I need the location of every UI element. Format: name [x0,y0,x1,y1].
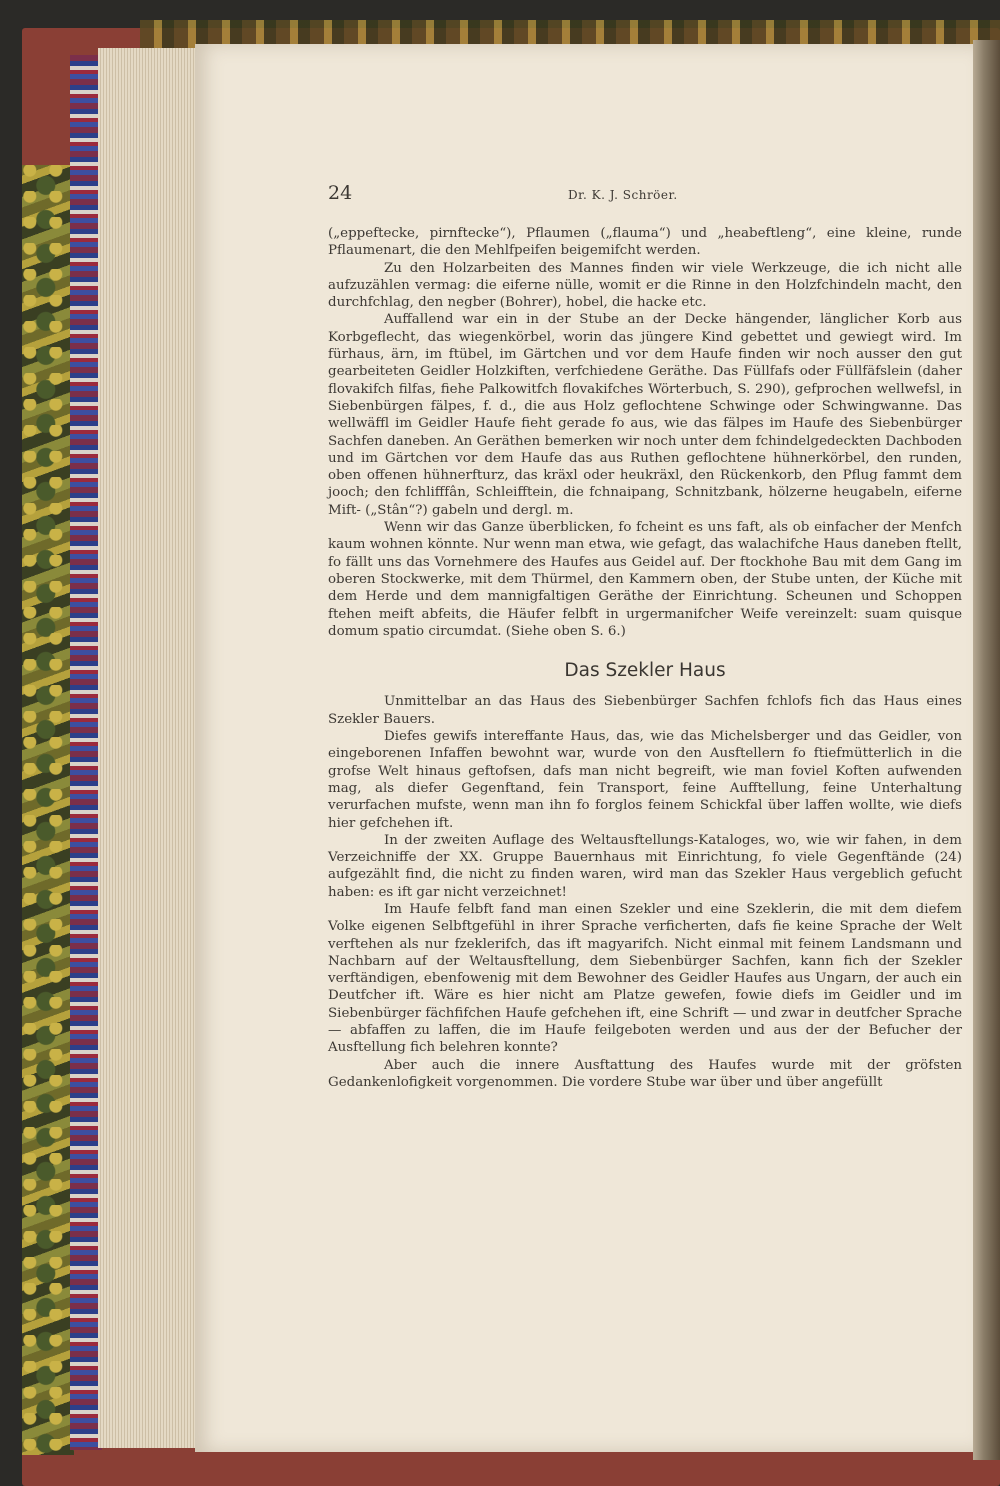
paragraph: Zu den Holzarbeiten des Mannes finden wir viele Werkzeuge, die ich nicht alle aufzuzählen vermag: die eiferne nülle, womit er die Rinne in den Holzfchindeln macht, den durchfchlag, den negber (Bohrer), hobel, die hacke etc. [328,260,962,311]
body-text [328,225,962,1091]
section-heading: Das Szekler Haus [564,660,726,682]
paragraph: Aber auch die innere Ausftattung des Haufes wurde mit der gröfsten Gedankenlofigkeit vorgenommen. Die vordere Stube war über und über angefüllt [328,1057,962,1090]
page-number: 24 [328,182,353,204]
paragraph: Unmittelbar an das Haus des Siebenbürger Sachfen fchlofs fich das Haus eines Szekler Bauers. [328,694,962,727]
paragraph: Im Haufe felbft fand man einen Szekler und eine Szeklerin, die mit dem diefem Volke eigenen Selbftgefühl in ihrer Sprache verficherten, dafs fie keine Sprache der Welt verftehen als nur fzeklerifch, das ift magyarifch. Nicht einmal mit feinem Landsmann und Nachbarn auf der Weltausftellung, dem Siebenbürger Sachfen, kann fich der Szekler verftändigen, ebenfowenig mit dem Bewohner des Geidler Haufes aus Ungarn, der auch ein Deutfcher ift. Wäre es hier nicht am Platze gewefen, fowie diefs im Geidler und im Siebenbürger fächfifchen Haufe gefchehen ift, eine Schrift — und zwar in deutfcher Sprache — abfaffen zu laffen, die im Haufe feilgeboten werden und aus der der Befucher der Ausftellung fich belehren konnte? [328,901,962,1056]
paragraph: Auffallend war ein in der Stube an der Decke hängender, länglicher Korb aus Korbgeflecht, das wiegenkörbel, worin das jüngere Kind gebettet und gewiegt wird. Im fürhaus, ärn, im ftübel, im Gärtchen und vor dem Haufe finden wir noch ausser den gut gearbeiteten Geidler Holzkiften, verfchiedene Geräthe. Das Füllfafs oder Füllfäfslein (daher flovakifch filfas, fiehe Palkowitfch flovakifches Wörterbuch, S. 290), gefprochen wellwefsl, in Siebenbürgen fälpes, f. d., die aus Holz geflochtene Schwinge oder Schwingwanne. Das wellwäffl im Geidler Haufe fieht gerade fo aus, wie das fälpes im Haufe des Siebenbürger Sachfen daneben. An Geräthen bemerken wir noch unter dem fchindelgedeckten Dachboden und im Gärtchen vor dem Haufe das aus Ruthen geflochtene hühnerkörbel, den runden, oben offenen hühnerfturz, das kräxl oder heukräxl, den Rückenkorb, den Pflug fammt dem jooch; den fchlifffân, Schleifftein, die fchnaipang, Schnitzbank, hölzerne heugabeln, eiferne Mift- („Stân“?) gabeln und dergl. m. [328,312,962,518]
running-head: Dr. K. J. Schröer. [568,188,678,202]
page-gutter-edge [973,40,1000,1460]
paragraph: („eppeftecke, pirnftecke“), Pflaumen („flauma“) und „heabeftleng“, eine kleine, runde Pflaumenart, die den Mehlfpeifen beigemifcht werden. [328,226,962,259]
paragraph: Diefes gewifs intereffante Haus, das, wie das Michelsberger und das Geidler, von eingeborenen Infaffen bewohnt war, wurde von den Ausftellern fo ftiefmütterlich in die grofse Welt hinaus geftofsen, dafs man nicht begreift, wie man foviel Koften aufwenden mag, als diefer Gegenftand, fein Transport, feine Aufftellung, feine Unterhaltung verurfachen mufste, wenn man ihn fo forglos feinem Schickfal über laffen wollte, wie diefs hier gefchehen ift. [328,729,962,831]
page-stack [98,48,208,1448]
page-content [328,182,962,1091]
paragraph: Wenn wir das Ganze überblicken, fo fcheint es uns faft, als ob einfacher der Menfch kaum wohnen könnte. Nur wenn man etwa, wie gefagt, das walachifche Haus daneben ftellt, fo fällt uns das Vornehmere des Haufes aus Geidel auf. Der ftockhohe Bau mit dem Gang im oberen Stockwerke, mit dem Thürmel, den Kammern oben, der Stube unten, der Küche mit dem Herde und dem mannigfaltigen Geräthe der Einrichtung. Scheunen und Schoppen ftehen meift abfeits, die Häufer felbft in urgermanifcher Weife vereinzelt: suam quisque domum spatio circumdat. (Siehe oben S. 6.) [328,520,962,639]
page-header [328,182,962,212]
paragraph: In der zweiten Auflage des Weltausftellungs-Kataloges, wo, wie wir fahen, in dem Verzeichniffe der XX. Gruppe Bauernhaus mit Einrichtung, fo viele Gegenftände (24) aufgezählt find, die nicht zu finden waren, wird man das Szekler Haus vergeblich gefucht haben: es ift gar nicht verzeichnet! [328,832,962,900]
marbled-endpaper [22,165,74,1455]
